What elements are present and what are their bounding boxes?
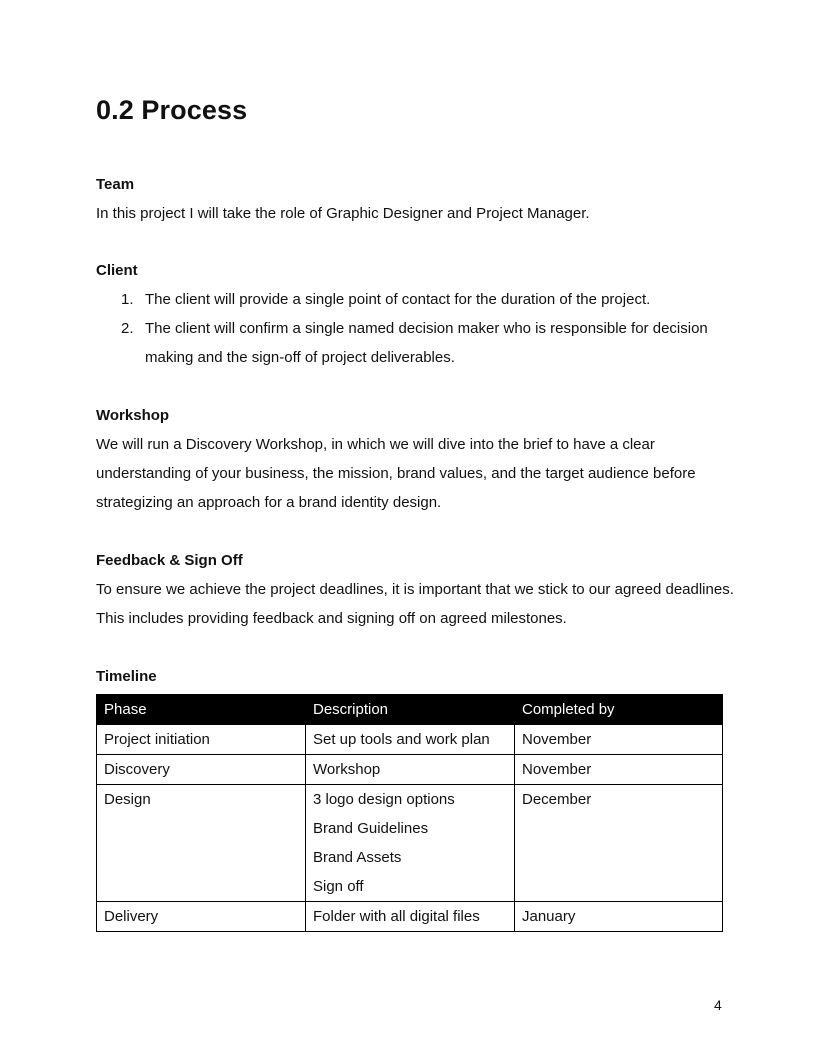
- page-number: 4: [714, 997, 722, 1013]
- table-row: [97, 785, 723, 902]
- list-item: [96, 314, 736, 372]
- feedback-section: [96, 546, 736, 633]
- timeline-table: [96, 694, 723, 932]
- description-cell: [306, 755, 515, 785]
- table-row: [97, 755, 723, 785]
- team-section: [96, 170, 736, 228]
- feedback-body: To ensure we achieve the project deadlines, it is important that we stick to our agreed deadlines. This includes providing feedback and signing off on agreed milestones.: [96, 581, 734, 627]
- list-item-number: 2.: [121, 320, 134, 337]
- description-cell: [306, 902, 515, 932]
- phase-cell: Delivery: [97, 902, 306, 932]
- workshop-section: [96, 401, 736, 517]
- client-list: [96, 285, 736, 372]
- team-heading: Team: [96, 176, 135, 193]
- column-header-phase: Phase: [97, 695, 306, 725]
- list-item-text: The client will provide a single point of contact for the duration of the project.: [145, 291, 651, 308]
- phase-cell: Design: [97, 785, 306, 902]
- client-heading: Client: [96, 262, 138, 279]
- team-body: In this project I will take the role of Graphic Designer and Project Manager.: [96, 205, 590, 222]
- completed-by-cell: November: [515, 725, 723, 755]
- completed-by-cell: December: [515, 785, 723, 902]
- timeline-heading: Timeline: [96, 668, 157, 685]
- table-row: [97, 902, 723, 932]
- phase-cell: Project initiation: [97, 725, 306, 755]
- list-item-text: The client will confirm a single named decision maker who is responsible for decision making and the sign-off of project deliverables.: [145, 320, 708, 366]
- completed-by-cell: January: [515, 902, 723, 932]
- description-line: Workshop: [313, 761, 381, 778]
- description-cell: [306, 725, 515, 755]
- description-line: Brand Assets: [313, 849, 402, 866]
- description-line: Set up tools and work plan: [313, 731, 490, 748]
- list-item-number: 1.: [121, 291, 134, 308]
- page-title: 0.2 Process: [96, 95, 248, 125]
- phase-cell: Discovery: [97, 755, 306, 785]
- description-line: Brand Guidelines: [313, 820, 429, 837]
- workshop-body: We will run a Discovery Workshop, in which we will dive into the brief to have a clear understanding of your business, the mission, brand values, and the target audience before strategizing an approach for a brand identity design.: [96, 436, 696, 511]
- workshop-heading: Workshop: [96, 407, 170, 424]
- column-header-description: Description: [306, 695, 515, 725]
- timeline-section: [96, 662, 736, 691]
- description-line: Sign off: [313, 878, 364, 895]
- completed-by-cell: November: [515, 755, 723, 785]
- list-item: [96, 285, 736, 314]
- column-header-completed-by: Completed by: [515, 695, 723, 725]
- description-line: 3 logo design options: [313, 791, 455, 808]
- feedback-heading: Feedback & Sign Off: [96, 552, 243, 569]
- description-cell: [306, 785, 515, 902]
- table-header-row: [97, 695, 723, 725]
- table-row: [97, 725, 723, 755]
- client-section: [96, 256, 736, 372]
- description-line: Folder with all digital files: [313, 908, 480, 925]
